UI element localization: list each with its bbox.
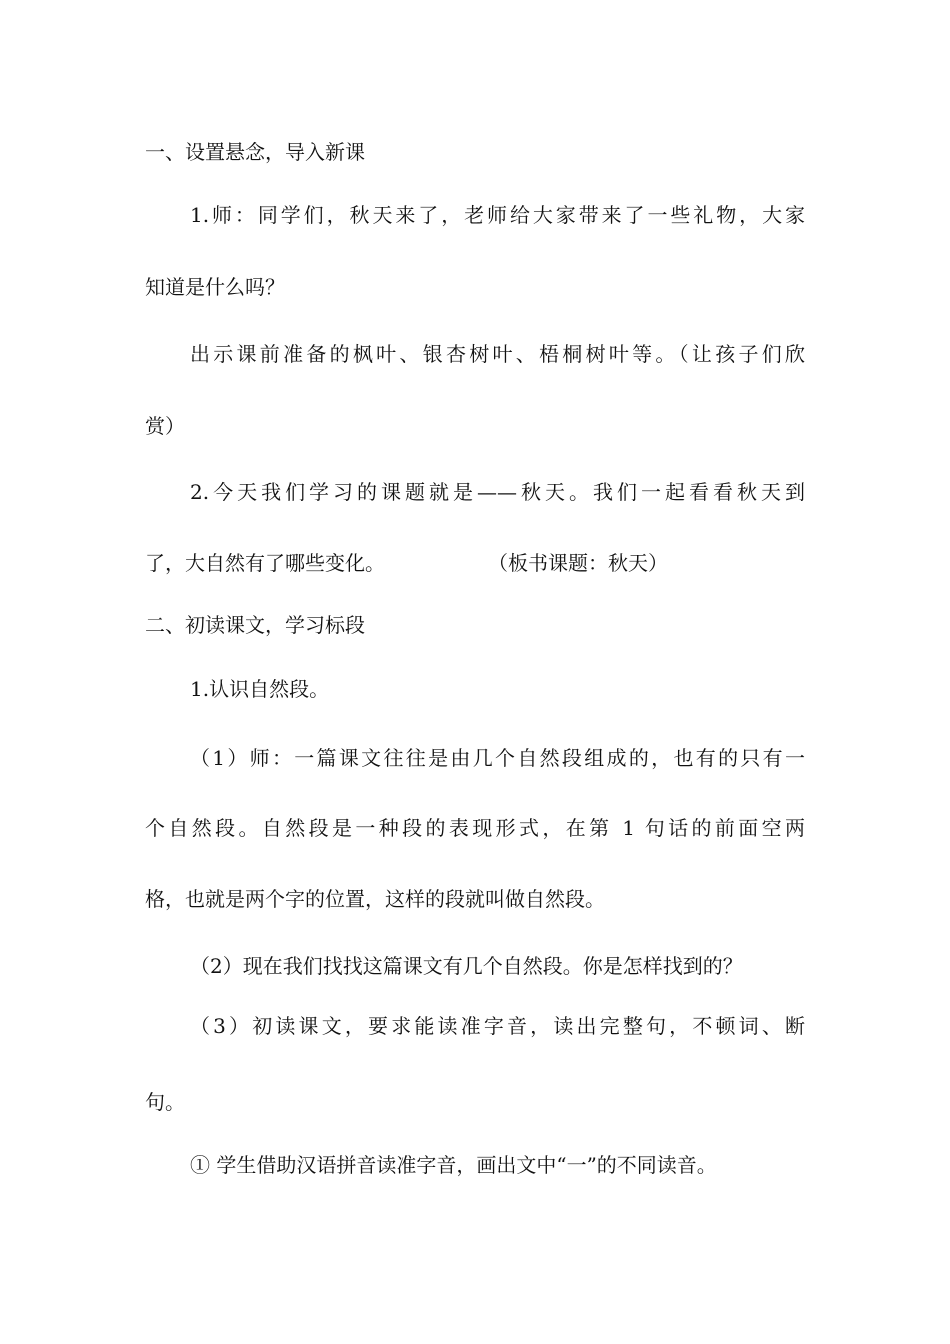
blackboard-note: （板书课题：秋天） (488, 551, 668, 575)
section-heading-1: 一、设置悬念，导入新课 (145, 140, 365, 164)
paragraph-line: 2.今天我们学习的课题就是——秋天。我们一起看看秋天到 (190, 480, 805, 504)
paragraph-line: 知道是什么吗？ (145, 275, 285, 299)
paragraph-line: （2）现在我们找找这篇课文有几个自然段。你是怎样找到的？ (190, 954, 743, 978)
paragraph-line: 1.师：同学们，秋天来了，老师给大家带来了一些礼物，大家 (190, 203, 805, 227)
paragraph-line: 句。 (145, 1090, 185, 1114)
paragraph-line: （1）师：一篇课文往往是由几个自然段组成的，也有的只有一 (190, 746, 805, 770)
paragraph-line: 个自然段。自然段是一种段的表现形式，在第 1 句话的前面空两 (145, 816, 805, 840)
paragraph-line: 赏） (145, 414, 185, 438)
paragraph-line: （3）初读课文，要求能读准字音，读出完整句，不顿词、断 (190, 1014, 805, 1038)
paragraph-line: 1.认识自然段。 (190, 677, 330, 701)
paragraph-line: 出示课前准备的枫叶、银杏树叶、梧桐树叶等。（让孩子们欣 (190, 342, 805, 366)
section-heading-2: 二、初读课文，学习标段 (145, 613, 365, 637)
paragraph-line: ① 学生借助汉语拼音读准字音，画出文中“一”的不同读音。 (190, 1153, 717, 1177)
paragraph-line: 格，也就是两个字的位置，这样的段就叫做自然段。 (145, 887, 605, 911)
paragraph-line: 了，大自然有了哪些变化。 (145, 551, 385, 575)
